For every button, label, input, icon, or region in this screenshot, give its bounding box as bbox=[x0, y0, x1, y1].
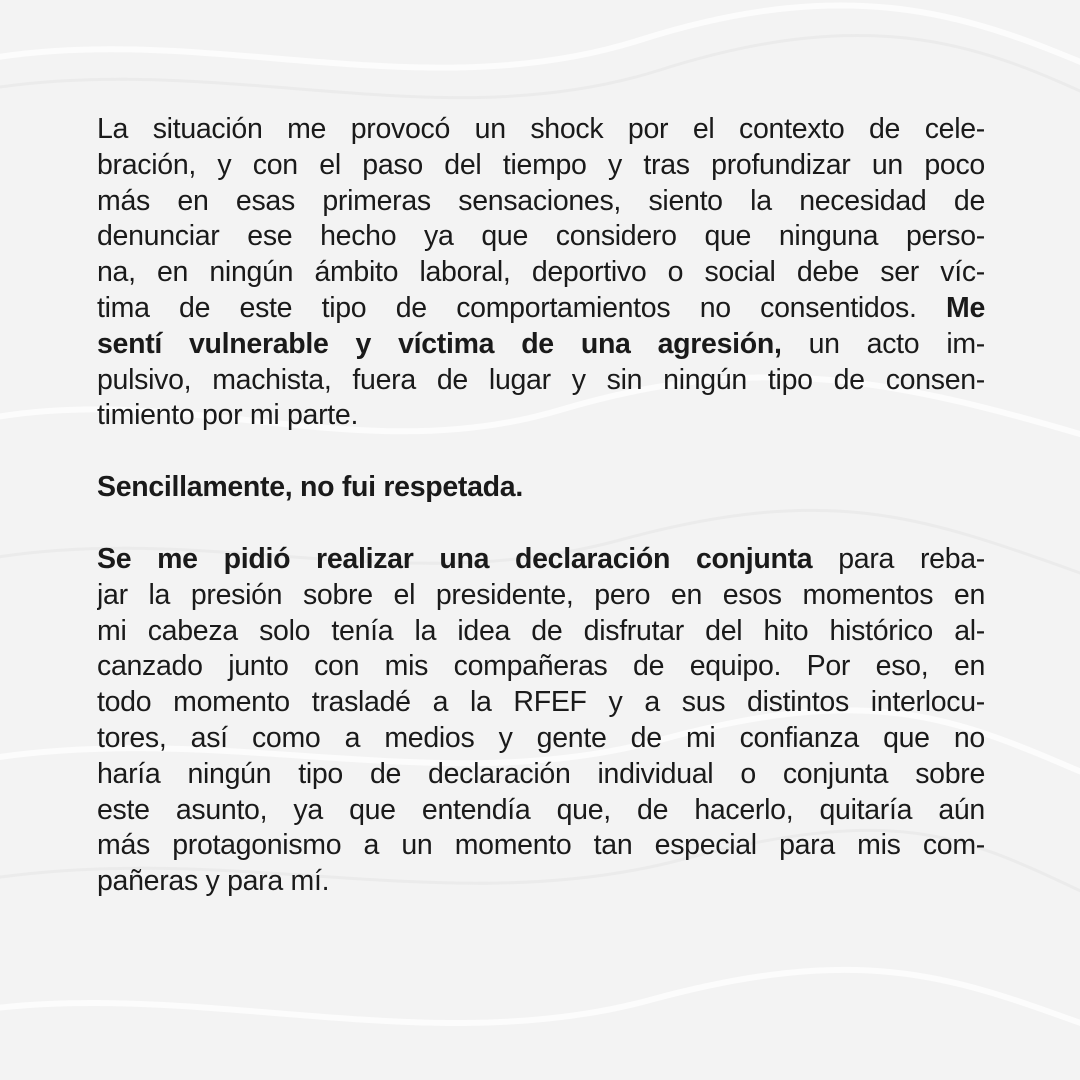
text-line bbox=[97, 470, 985, 506]
paragraph-1 bbox=[97, 112, 985, 434]
text-line bbox=[97, 542, 985, 578]
text-segment: denunciar ese hecho ya que considero que ninguna perso- bbox=[97, 220, 985, 253]
text-segment: na, en ningún ámbito laboral, deportivo o social debe ser víc- bbox=[97, 256, 985, 289]
text-segment: mi cabeza solo tenía la idea de disfrutar del hito histórico al- bbox=[97, 614, 985, 647]
text-line bbox=[97, 398, 985, 434]
bold-text-segment: Me bbox=[946, 291, 985, 324]
text-segment: más protagonismo a un momento tan especial para mis com- bbox=[97, 829, 985, 862]
text-segment: canzado junto con mis compañeras de equipo. Por eso, en bbox=[97, 650, 985, 683]
text-line bbox=[97, 255, 985, 291]
text-line bbox=[97, 363, 985, 399]
text-line bbox=[97, 721, 985, 757]
paragraph-gap bbox=[97, 506, 985, 542]
text-segment: bración, y con el paso del tiempo y tras profundizar un poco bbox=[97, 148, 985, 181]
text-segment: tores, así como a medios y gente de mi confianza que no bbox=[97, 721, 985, 754]
paragraph-2 bbox=[97, 470, 985, 506]
bold-text-segment: Sencillamente, no fui respetada. bbox=[97, 471, 523, 504]
text-line bbox=[97, 112, 985, 148]
statement-text bbox=[97, 112, 985, 900]
text-segment: pulsivo, machista, fuera de lugar y sin ningún tipo de consen- bbox=[97, 363, 985, 396]
text-segment: haría ningún tipo de declaración individual o conjunta sobre bbox=[97, 757, 985, 790]
paragraph-3 bbox=[97, 542, 985, 900]
text-line bbox=[97, 685, 985, 721]
text-line bbox=[97, 864, 985, 900]
text-line bbox=[97, 757, 985, 793]
text-segment: para reba- bbox=[812, 542, 985, 575]
text-line bbox=[97, 291, 985, 327]
text-line bbox=[97, 184, 985, 220]
text-segment: pañeras y para mí. bbox=[97, 865, 330, 898]
text-segment: todo momento trasladé a la RFEF y a sus distintos interlocu- bbox=[97, 686, 985, 719]
text-line bbox=[97, 327, 985, 363]
text-segment: este asunto, ya que entendía que, de hacerlo, quitaría aún bbox=[97, 793, 985, 826]
bold-text-segment: sentí vulnerable y víctima de una agresión, bbox=[97, 327, 782, 360]
text-segment: tima de este tipo de comportamientos no consentidos. bbox=[97, 291, 946, 324]
paragraph-gap bbox=[97, 434, 985, 470]
bold-text-segment: Se me pidió realizar una declaración conjunta bbox=[97, 542, 813, 575]
text-line bbox=[97, 649, 985, 685]
text-segment: un acto im- bbox=[781, 327, 985, 360]
text-line bbox=[97, 828, 985, 864]
text-line bbox=[97, 148, 985, 184]
text-segment: La situación me provocó un shock por el contexto de cele- bbox=[97, 113, 985, 145]
text-segment: jar la presión sobre el presidente, pero en esos momentos en bbox=[97, 578, 985, 611]
text-line bbox=[97, 578, 985, 614]
text-line bbox=[97, 793, 985, 829]
text-segment: más en esas primeras sensaciones, siento la necesidad de bbox=[97, 184, 985, 217]
text-line bbox=[97, 219, 985, 255]
text-segment: timiento por mi parte. bbox=[97, 399, 359, 432]
text-line bbox=[97, 614, 985, 650]
